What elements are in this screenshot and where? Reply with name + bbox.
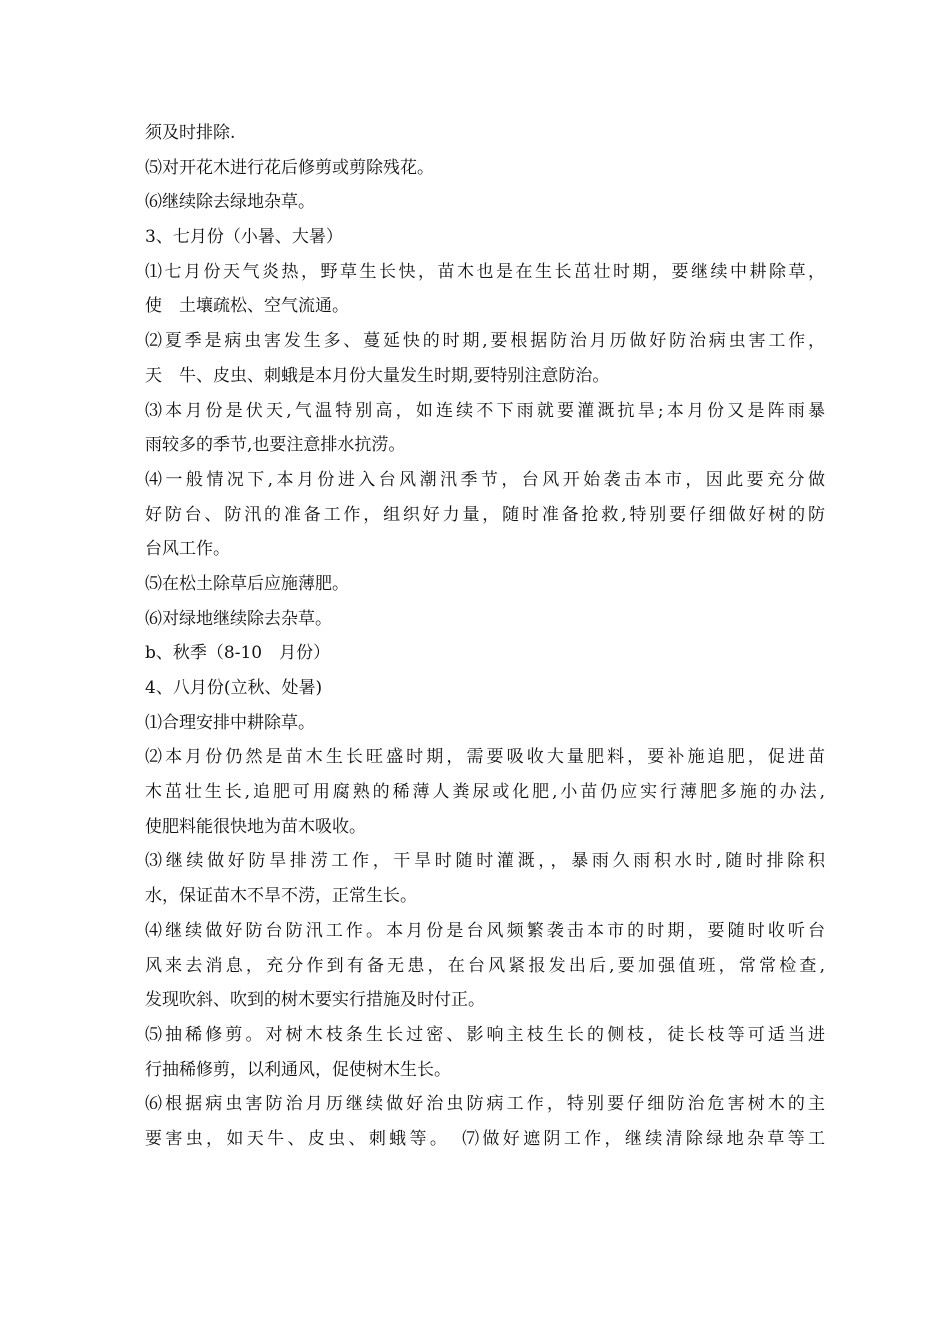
text-line: 水，保证苗木不旱不涝，正常生长。 bbox=[145, 886, 417, 907]
body-text bbox=[145, 116, 825, 1157]
text-line: ⑹根据病虫害防治月历继续做好治虫防病工作，特别要仔细防治危害树木的主 bbox=[145, 1094, 825, 1115]
text-line: 风来去消息，充分作到有备无患，在台风紧报发出后,要加强值班，常常检查, bbox=[145, 955, 825, 976]
text-line: 雨较多的季节,也要注意排水抗涝。 bbox=[145, 435, 406, 456]
text-line: 要害虫，如天牛、皮虫、刺蛾等。 ⑺做好遮阴工作，继续清除绿地杂草等工 bbox=[145, 1128, 825, 1149]
text-line: 好防台、防汛的准备工作，组织好力量，随时准备抢救,特别要仔细做好树的防 bbox=[145, 504, 825, 525]
text-line: 使 土壤疏松、空气流通。 bbox=[145, 296, 349, 317]
text-line: 台风工作。 bbox=[145, 539, 230, 560]
text-line: ⑹对绿地继续除去杂草。 bbox=[145, 608, 332, 629]
text-line: ⑹继续除去绿地杂草。 bbox=[145, 192, 315, 213]
text-line: 发现吹斜、吹到的树木要实行措施及时付正。 bbox=[145, 990, 485, 1011]
text-line: ⑶继续做好防旱排涝工作，干旱时随时灌溉，，暴雨久雨积水时,随时排除积 bbox=[145, 851, 825, 872]
text-line: 天 牛、皮虫、刺蛾是本月份大量发生时期,要特别注意防治。 bbox=[145, 365, 610, 386]
text-line: 3、七月份（小暑、大暑） bbox=[145, 227, 343, 248]
text-line: b、秋季（8-10 月份） bbox=[145, 643, 331, 664]
text-line: ⑴七月份天气炎热，野草生长快，苗木也是在生长茁壮时期，要继续中耕除草， bbox=[145, 261, 825, 282]
text-line: 使肥料能很快地为苗木吸收。 bbox=[145, 816, 366, 837]
text-line: ⑶本月份是伏天,气温特别高，如连续不下雨就要灌溉抗旱;本月份又是阵雨暴 bbox=[145, 400, 825, 421]
text-line: ⑸对开花木进行花后修剪或剪除残花。 bbox=[145, 157, 434, 178]
text-line: 行抽稀修剪，以利通风，促使树木生长。 bbox=[145, 1059, 451, 1080]
text-line: ⑸在松土除草后应施薄肥。 bbox=[145, 573, 349, 594]
text-line: ⑷继续做好防台防汛工作。本月份是台风频繁袭击本市的时期，要随时收听台 bbox=[145, 920, 825, 941]
text-line: 木茁壮生长,追肥可用腐熟的稀薄人粪尿或化肥,小苗仍应实行薄肥多施的办法, bbox=[145, 782, 825, 803]
text-line: ⑸抽稀修剪。对树木枝条生长过密、影响主枝生长的侧枝，徒长枝等可适当进 bbox=[145, 1024, 825, 1045]
text-line: ⑷一般情况下,本月份进入台风潮汛季节，台风开始袭击本市，因此要充分做 bbox=[145, 469, 825, 490]
text-line: 4、八月份(立秋、处暑) bbox=[145, 678, 323, 698]
text-line: 须及时排除. bbox=[145, 123, 236, 143]
text-line: ⑵本月份仍然是苗木生长旺盛时期，需要吸收大量肥料，要补施追肥，促进苗 bbox=[145, 747, 825, 768]
text-line: ⑵夏季是病虫害发生多、蔓延快的时期,要根据防治月历做好防治病虫害工作， bbox=[145, 331, 825, 352]
text-line: ⑴合理安排中耕除草。 bbox=[145, 712, 315, 733]
